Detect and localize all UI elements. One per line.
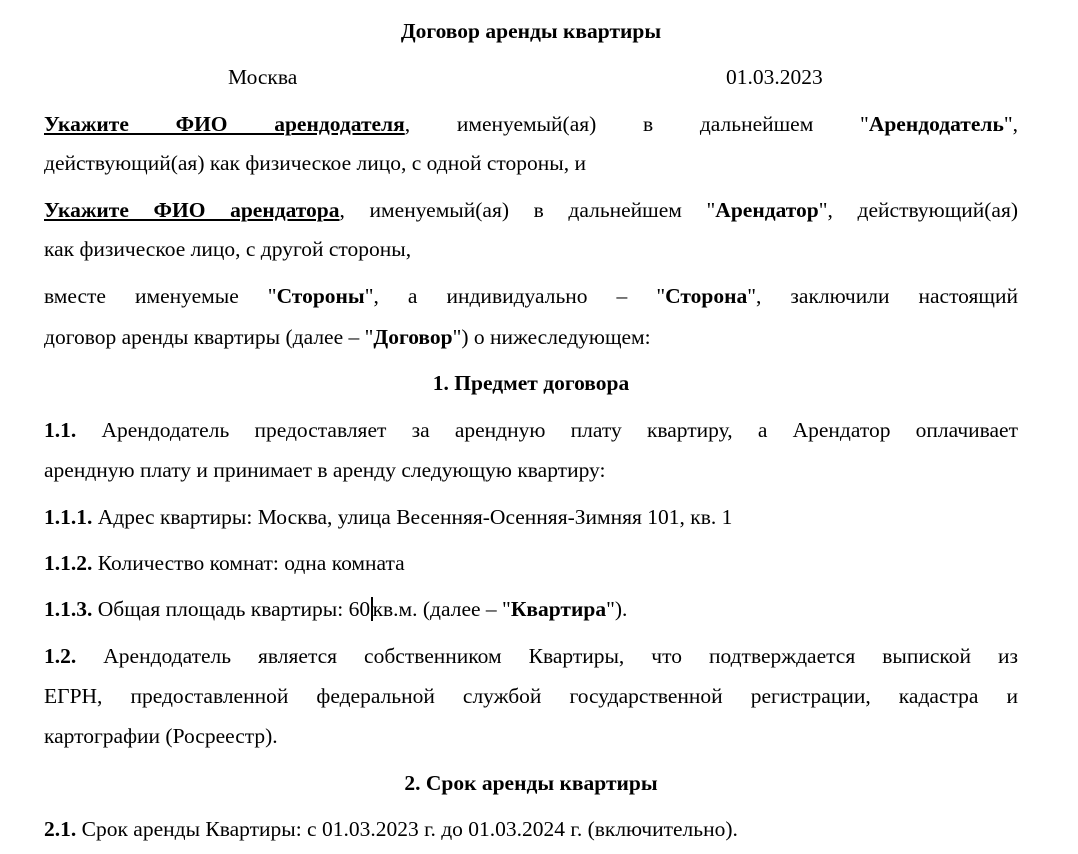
party-term: Сторона bbox=[665, 284, 748, 308]
apartment-term: Квартира bbox=[510, 597, 607, 621]
tenant-name-placeholder[interactable]: Укажите ФИО арендатора bbox=[44, 198, 340, 222]
contract-date: 01.03.2023 bbox=[726, 65, 823, 89]
contract-term: Договор bbox=[373, 325, 453, 349]
tenant-term: Арендатор bbox=[715, 198, 819, 222]
section-1-heading: 1. Предмет договора bbox=[432, 371, 630, 395]
clause-number: 1.2. bbox=[44, 644, 77, 668]
clause-1-2-line-1: 1.2. Арендодатель является собственником Квартиры, что подтверждается выпиской из bbox=[44, 644, 1018, 668]
clause-number: 1.1. bbox=[44, 418, 77, 442]
landlord-paragraph-line-2: действующий(ая) как физическое лицо, с одной стороны, и bbox=[44, 151, 586, 175]
clause-number: 1.1.1. bbox=[44, 505, 93, 529]
clause-1-2-line-3: картографии (Росреестр). bbox=[44, 724, 278, 748]
clause-1-1-line-1: 1.1. Арендодатель предоставляет за арендную плату квартиру, а Арендатор оплачивает bbox=[44, 418, 1018, 442]
clause-number: 2.1. bbox=[44, 817, 77, 841]
parties-paragraph-line-2: договор аренды квартиры (далее – "Договор") о нижеследующем: bbox=[44, 325, 651, 349]
landlord-name-placeholder[interactable]: Укажите ФИО арендодателя bbox=[44, 112, 405, 136]
clause-2-1: 2.1. Срок аренды Квартиры: с 01.03.2023 г. до 01.03.2024 г. (включительно). bbox=[44, 817, 738, 841]
section-2-heading: 2. Срок аренды квартиры bbox=[404, 771, 658, 795]
landlord-paragraph-line-1: Укажите ФИО арендодателя, именуемый(ая) в дальнейшем "Арендодатель", bbox=[44, 112, 1018, 136]
clause-1-1-1: 1.1.1. Адрес квартиры: Москва, улица Весенняя-Осенняя-Зимняя 101, кв. 1 bbox=[44, 505, 733, 529]
parties-term: Стороны bbox=[276, 284, 365, 308]
clause-1-1-line-2: арендную плату и принимает в аренду следующую квартиру: bbox=[44, 458, 606, 482]
parties-paragraph-line-1: вместе именуемые "Стороны", а индивидуально – "Сторона", заключили настоящий bbox=[44, 284, 1018, 308]
tenant-paragraph-line-2: как физическое лицо, с другой стороны, bbox=[44, 237, 412, 261]
area-value: 60 bbox=[348, 597, 371, 621]
clause-1-1-2: 1.1.2. Количество комнат: одна комната bbox=[44, 551, 405, 575]
contract-city: Москва bbox=[228, 65, 298, 89]
clause-number: 1.1.2. bbox=[44, 551, 93, 575]
tenant-paragraph-line-1: Укажите ФИО арендатора, именуемый(ая) в дальнейшем "Арендатор", действующий(ая) bbox=[44, 198, 1019, 222]
clause-number: 1.1.3. bbox=[44, 597, 93, 621]
document-title: Договор аренды квартиры bbox=[400, 19, 662, 43]
clause-1-1-3: 1.1.3. Общая площадь квартиры: 60 кв.м. (далее – "Квартира"). bbox=[44, 597, 628, 621]
landlord-term: Арендодатель bbox=[868, 112, 1004, 136]
clause-1-2-line-2: ЕГРН, предоставленной федеральной службой государственной регистрации, кадастра и bbox=[44, 684, 1018, 708]
